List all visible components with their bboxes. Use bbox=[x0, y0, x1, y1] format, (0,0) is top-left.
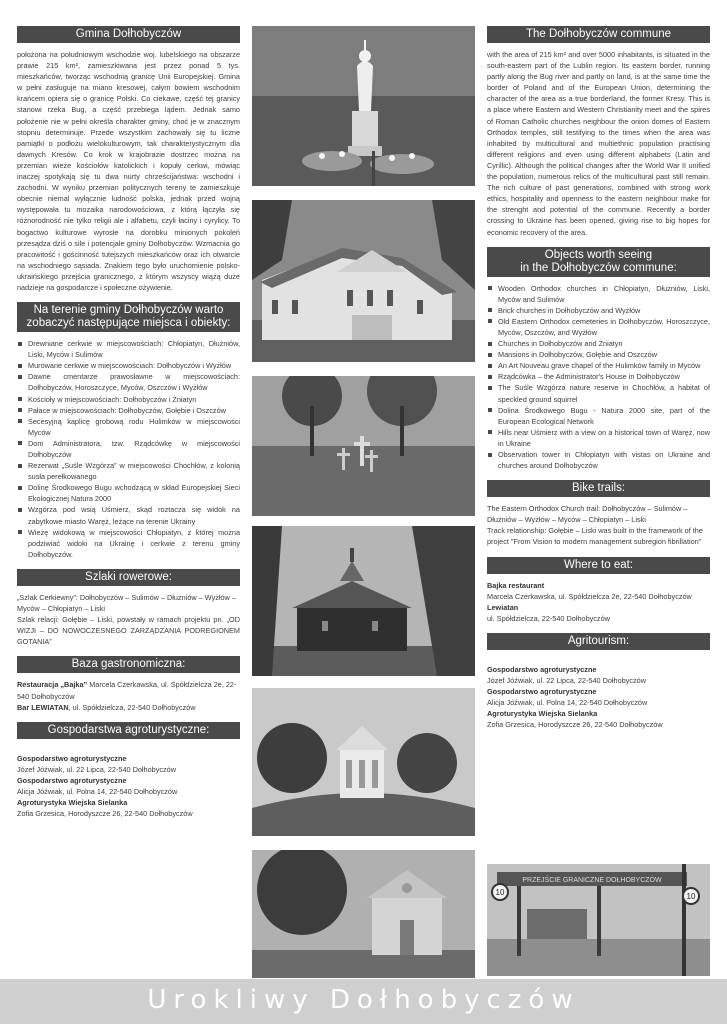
wooden-church-photo bbox=[252, 526, 475, 676]
speed-sign-1: 10 bbox=[495, 888, 505, 897]
food-entry-2-addr: , ul. Spółdzielcza, 22-540 Dołhobyczów bbox=[68, 702, 196, 712]
agro-entry bbox=[17, 753, 240, 775]
left-column bbox=[17, 26, 240, 819]
bike-trail-2-en: Track relationship: Gołębie – Liski was built in the framework of the project "From Vision to modern management subregion fibrillation" bbox=[487, 526, 703, 547]
footer-title: Urokliwy Dołhobyczów bbox=[147, 985, 580, 1015]
commune-heading: The Dołhobyczów commune bbox=[487, 26, 710, 43]
border-crossing-photo bbox=[487, 864, 710, 976]
list-item: Old Eastern Orthodox cemeteries in Dołhobyczów, Horoszczyce, Myców, Oszczów, and Wyżłów bbox=[487, 316, 710, 338]
agro-entry-addr: Alicja Jóźwiak, ul. Polna 14, 22-540 Dołhobyczów bbox=[17, 786, 178, 796]
food-entry-1-name: Restauracja „Bajka” bbox=[17, 680, 88, 690]
agro-entry-name: Gospodarstwo agroturystyczne bbox=[17, 775, 127, 785]
objects-list bbox=[487, 283, 710, 472]
border-sign-text: PRZEJŚCIE GRANICZNE DOŁHOBYCZÓW bbox=[522, 877, 662, 884]
list-item: Dom Administratora, tzw. Rządcówkę w miejscowości Dołhobyczów bbox=[17, 438, 240, 460]
list-item: Churches in Dołhobyczów and Żniatyn bbox=[487, 338, 710, 349]
list-item: Dolina Środkowego Bugu - Natura 2000 site, part of the European Ecological Network bbox=[487, 405, 710, 427]
food-entry-1 bbox=[17, 679, 240, 701]
sights-list bbox=[17, 338, 240, 560]
bike-heading-pl: Szlaki rowerowe: bbox=[17, 569, 240, 586]
list-item: An Art Nouveau grave chapel of the Hulimków family in Myców bbox=[487, 360, 710, 371]
agritourism-heading: Agritourism: bbox=[487, 633, 710, 650]
list-item: Observation tower in Chłopiatyn with vistas on Ukraine and churches around Dołhobyczów bbox=[487, 449, 710, 471]
chapel-photo bbox=[252, 850, 475, 978]
list-item: The Suśle Wzgórza nature reserve in Chochłów, a habitat of speckled ground squirrel bbox=[487, 382, 710, 404]
agro-entry-name: Agroturystyka Wiejska Sielanka bbox=[17, 798, 128, 808]
agro-entry bbox=[487, 686, 710, 708]
sights-heading-line-1: Na terenie gminy Dołhobyczów warto bbox=[33, 304, 224, 317]
bike-trail-1-en: The Eastern Orthodox Church trail: Dołhobyczów – Sulimów – Dłużniów – Wyżłów – Myców – Chłopiatyn – Liski bbox=[487, 504, 688, 525]
objects-heading-line-2: in the Dołhobyczów commune: bbox=[520, 261, 677, 274]
gmina-intro-text: położona na południowym wschodzie woj. lubelskiego na obszarze prawie 215 km², zamieszkiwana jest przez ponad 5 tys. mieszkańców, tworząc wschodnią granicę Unii Europejskiej. Gmina w pełni zasługuje na miano kresowej, całym bowiem wschodnim krańcem opiera się o granicę Polski. Co ciekawe, część tej granicy stanowi rzeka Bug, a część przebiega lądem. Jednak samo położenie nie w pełni określa charakter gminy, choć je w znacznym stopniu determinuje. Przede wszystkim zachowały się tu liczne pamiątki o podłożu wielokulturowym, tak charakterystycznym dla dawnych Kresów. Co krok w krajobrazie dostrzec można na przemian wieże kościołów katolickich i kopuły cerkwi, mówiąc inaczej spotykają się tu dwa nurty chrześcijaństwa: wschodni i zachodni. W wyniku przemian politycznych tereny te zamieszkuje obecnie niemal wyłącznie ludność polska, jednak przed wojną występowała tu mozaika narodowościowa, z którą łączyła się różnorodność nie tylko religii ale i alfabetu, czyli łaciny i cyrylicy. To bogactwo kulturowe wyrosłe na dorobku minionych pokoleń przesądza dziś o sile i potencjale gminy Dołhobyczów. Wzmacnia go pracowitość i gościnność tutejszych mieszkańców oraz ich otwarcie na wschodniego sąsiada. Znakiem tego było uruchomienie polsko-ukraińskiego przejścia granicznego, z którym wszyscy wiążą duże nadzieje na gospodarcze i społeczne ożywienie. bbox=[17, 50, 240, 292]
agro-entry bbox=[487, 664, 710, 686]
agro-entry-addr: Zofia Grzesica, Horodyszcze 26, 22-540 Dołhobyczów bbox=[487, 720, 663, 730]
list-item: Wieżę widokową w miejscowości Chłopiatyn, z której można podziwiać widoki na Ukrainę i cerkwie z terenu gminy Dołhobyczów. bbox=[17, 527, 240, 560]
gmina-heading: Gmina Dołhobyczów bbox=[17, 26, 240, 43]
agro-entry bbox=[487, 708, 710, 730]
eat-entry bbox=[487, 580, 710, 602]
agro-entry-name: Agroturystyka Wiejska Sielanka bbox=[487, 709, 598, 719]
cemetery-photo bbox=[252, 376, 475, 516]
list-item: Kościoły w miejscowościach: Dołhobyczów i Żniatyn bbox=[17, 394, 240, 405]
eat-entry-name: Bajka restaurant bbox=[487, 580, 545, 590]
right-column bbox=[487, 26, 710, 731]
eat-entry bbox=[487, 602, 710, 624]
list-item: Drewniane cerkwie w miejscowościach: Chłopiatyn, Dłużniów, Liski, Myców i Sulimów bbox=[17, 338, 240, 360]
eat-heading: Where to eat: bbox=[487, 557, 710, 574]
speed-sign-2: 10 bbox=[686, 892, 696, 901]
agro-entry-name: Gospodarstwo agroturystyczne bbox=[487, 664, 597, 674]
food-entry-2 bbox=[17, 702, 240, 713]
manor-photo bbox=[252, 200, 475, 362]
food-heading-pl: Baza gastronomiczna: bbox=[17, 656, 240, 673]
list-item: Dawne cmentarze prawosławne w miejscowościach: Dołhobyczów, Horoszczyce, Myców, Oszczów i Wyżłów bbox=[17, 371, 240, 393]
list-item: Mansions in Dołhobyczów, Gołębie and Oszczów bbox=[487, 349, 710, 360]
bike-heading-en: Bike trails: bbox=[487, 480, 710, 497]
eat-entry-addr: ul. Spółdzielcza, 22-540 Dołhobyczów bbox=[487, 613, 610, 623]
brick-church-photo bbox=[252, 688, 475, 836]
list-item: Pałace w miejscowościach: Dołhobyczów, Gołębie i Oszczów bbox=[17, 405, 240, 416]
sights-heading-line-2: zobaczyć następujące miejsca i obiekty: bbox=[26, 317, 231, 330]
commune-intro-text: with the area of 215 km² and over 5000 inhabitants, is situated in the south-eastern part of the Lublin region. Its eastern border, running partly along the Bug river and partly on land, is at the same time the border of Poland and of the European Union, determining the character of the area as a true borderland, the former Kresy. This is a place where Eastern and Western Christianity meet and the spires of Roman Catholic churches neighbour the onion domes of Eastern Orthodox temples, still testifying to the times when the area was inhabited by multicultural and multiethnic population practising different religions and even using different alphabets (Latin and Cyrillic). Although the political changes after the World War II unified the population, numerous relics of the multicultural past still remain. The rich culture of past generations, combined with strong work ethics, hospitality and openness to the eastern neighbour make for the strenght and potential of the commune. Recently a border crossing to Ukraine has been opened, giving rise to big hopes for economic recovery of the area. bbox=[487, 50, 710, 237]
agro-entry-addr: Zofia Grzesica, Horodyszcze 26, 22-540 Dołhobyczów bbox=[17, 809, 193, 819]
agro-heading-pl: Gospodarstwa agroturystyczne: bbox=[17, 722, 240, 739]
eat-entry-addr: Marcela Czerkawska, ul. Spółdzielcza 2e, 22-540 Dołhobyczów bbox=[487, 591, 692, 601]
objects-heading-line-1: Objects worth seeing bbox=[544, 248, 653, 261]
list-item: Murowane cerkwie w miejscowościach: Dołhobyczów i Wyżłów bbox=[17, 360, 240, 371]
list-item: Dolinę Środkowego Bugu wchodzącą w skład Europejskiej Sieci Ekologicznej Natura 2000 bbox=[17, 482, 240, 504]
food-entry-1-addr: Marcela Czerkawska, ul. Spółdzielcza 2e, 22-540 Dołhobyczów bbox=[17, 680, 237, 701]
sights-heading bbox=[17, 302, 240, 332]
list-item: Rezerwat „Suśle Wzgórza” w miejscowości Chochłów, z kolonią susła perełkowanego bbox=[17, 460, 240, 482]
statue-photo bbox=[252, 26, 475, 186]
list-item: Wooden Orthodox churches in Chłopiatyn, Dłużniów, Liski, Myców and Sulimów bbox=[487, 283, 710, 305]
agro-entry-addr: Alicja Jóźwiak, ul. Polna 14, 22-540 Dołhobyczów bbox=[487, 698, 648, 708]
list-item: Wzgórza pod wsią Uśmierz, skąd roztacza się widok na zabytkowe miasto Waręż, leżące na terenie Ukrainy bbox=[17, 504, 240, 526]
list-item: Brick churches in Dołhobyczów and Wyżłów bbox=[487, 305, 710, 316]
agro-entry-name: Gospodarstwo agroturystyczne bbox=[17, 753, 127, 763]
objects-heading bbox=[487, 247, 710, 277]
agro-entry-addr: Józef Jóźwiak, ul. 22 Lipca, 22-540 Dołhobyczów bbox=[487, 676, 646, 686]
agro-entry-name: Gospodarstwo agroturystyczne bbox=[487, 687, 597, 697]
agro-entry-addr: Józef Jóźwiak, ul. 22 Lipca, 22-540 Dołhobyczów bbox=[17, 764, 176, 774]
list-item: Rządcówka – the Administrator's House in Dołhobyczów bbox=[487, 371, 710, 382]
bike-trail-2-pl: Szlak relacji: Gołębie – Liski, powstały w ramach projektu pn. „OD WIZJI – DO NOWOCZESNEGO ZARZĄDZANIA PODREGIONEM GOTANIA” bbox=[17, 615, 240, 647]
food-entry-2-name: Bar LEWIATAN bbox=[17, 702, 69, 712]
list-item: Hills near Uśmierz with a view on a historical town of Waręż, now in Ukraine bbox=[487, 427, 710, 449]
footer-banner bbox=[0, 979, 727, 1024]
list-item: Secesyjną kaplicę grobową rodu Hulimków w miejscowości Myców bbox=[17, 416, 240, 438]
eat-entry-name: Lewiatan bbox=[487, 602, 519, 612]
agro-entry bbox=[17, 797, 240, 819]
bike-trail-1-pl: „Szlak Cerkiewny”: Dołhobyczów – Sulimów – Dłużniów – Wyżłów – Myców – Chłopiatyn – Liski bbox=[17, 592, 236, 614]
agro-entry bbox=[17, 775, 240, 797]
